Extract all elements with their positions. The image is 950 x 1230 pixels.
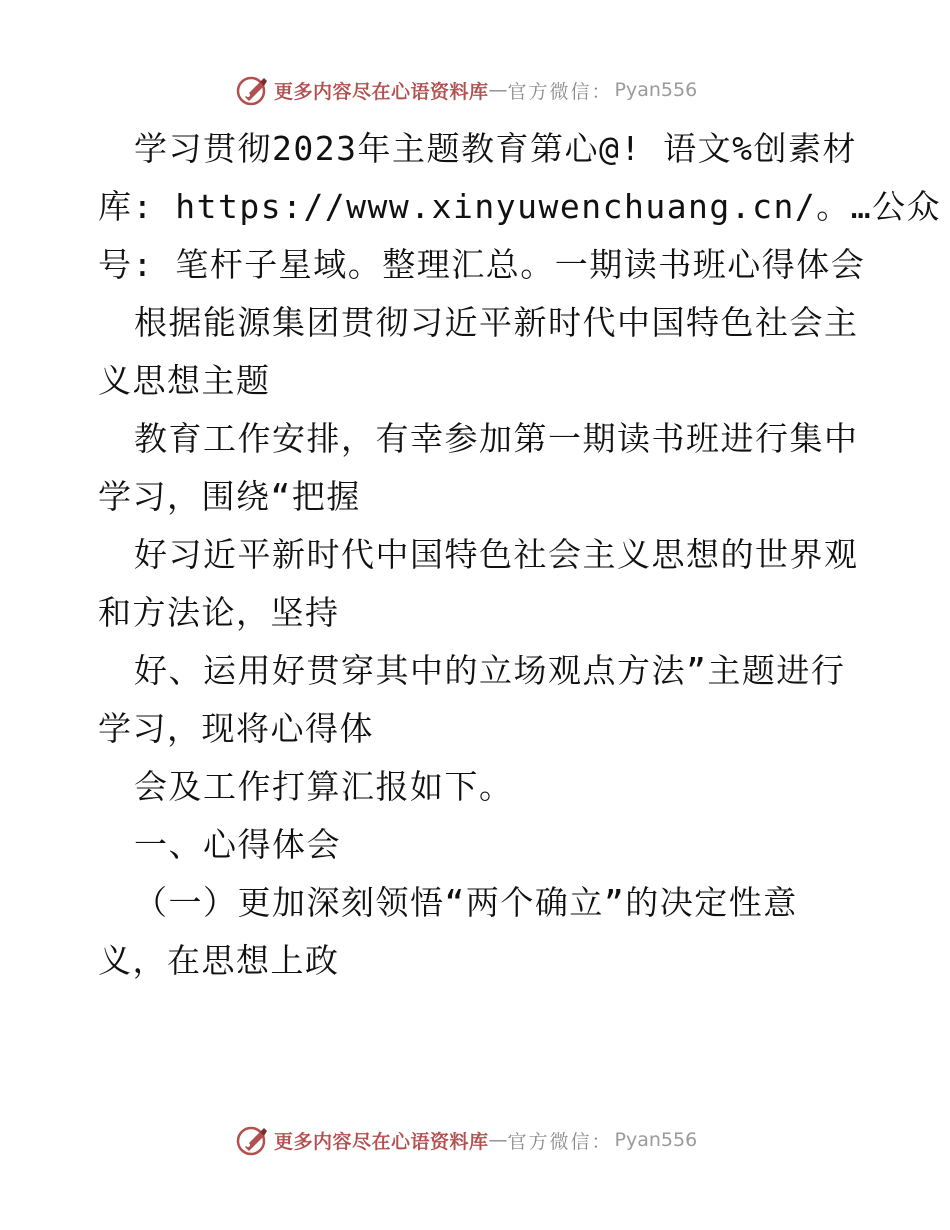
body-line: 库: https://www.xinyuwenchuang.cn/。…公众 <box>98 187 942 226</box>
body-line: 教育工作安排，有幸参加第一期读书班进行集中 <box>134 419 859 458</box>
body-line: 号: 笔杆子星域。整理汇总。一期读书班心得体会 <box>98 245 866 284</box>
body-line: 好、运用好贯穿其中的立场观点方法”主题进行 <box>134 651 846 690</box>
footer-watermark <box>236 1120 697 1160</box>
watermark-sub-text: 官方微信： <box>507 80 613 103</box>
subsection-heading: （一）更加深刻领悟“两个确立”的决定性意 <box>134 883 798 922</box>
body-line: 会及工作打算汇报如下。 <box>134 767 514 806</box>
watermark-sub-text: 官方微信： <box>507 1130 613 1153</box>
section-heading: 一、心得体会 <box>134 825 341 864</box>
header-watermark <box>236 70 697 110</box>
watermark-main-text: 更多内容尽在心语资料库 <box>274 1130 489 1153</box>
logo-red-pen-icon <box>236 73 270 107</box>
body-line: 义思想主题 <box>98 361 271 400</box>
watermark-main-text: 更多内容尽在心语资料库 <box>274 80 489 103</box>
body-line: 好习近平新时代中国特色社会主义思想的世界观 <box>134 535 859 574</box>
body-line: 学习贯彻2023年主题教育第心@! 语文%创素材 <box>134 129 857 168</box>
body-line: 根据能源集团贯彻习近平新时代中国特色社会主 <box>134 303 859 342</box>
body-line: 义，在思想上政 <box>98 941 340 980</box>
body-line: 学习，围绕“把握 <box>98 477 361 516</box>
logo-red-pen-icon <box>236 1123 270 1157</box>
body-line: 和方法论，坚持 <box>98 593 340 632</box>
document-body <box>98 120 942 990</box>
watermark-dash: — <box>488 1129 508 1151</box>
watermark-handle: Pyan556 <box>614 79 698 101</box>
body-line: 学习，现将心得体 <box>98 709 374 748</box>
watermark-handle: Pyan556 <box>614 1129 698 1151</box>
watermark-dash: — <box>488 79 508 101</box>
